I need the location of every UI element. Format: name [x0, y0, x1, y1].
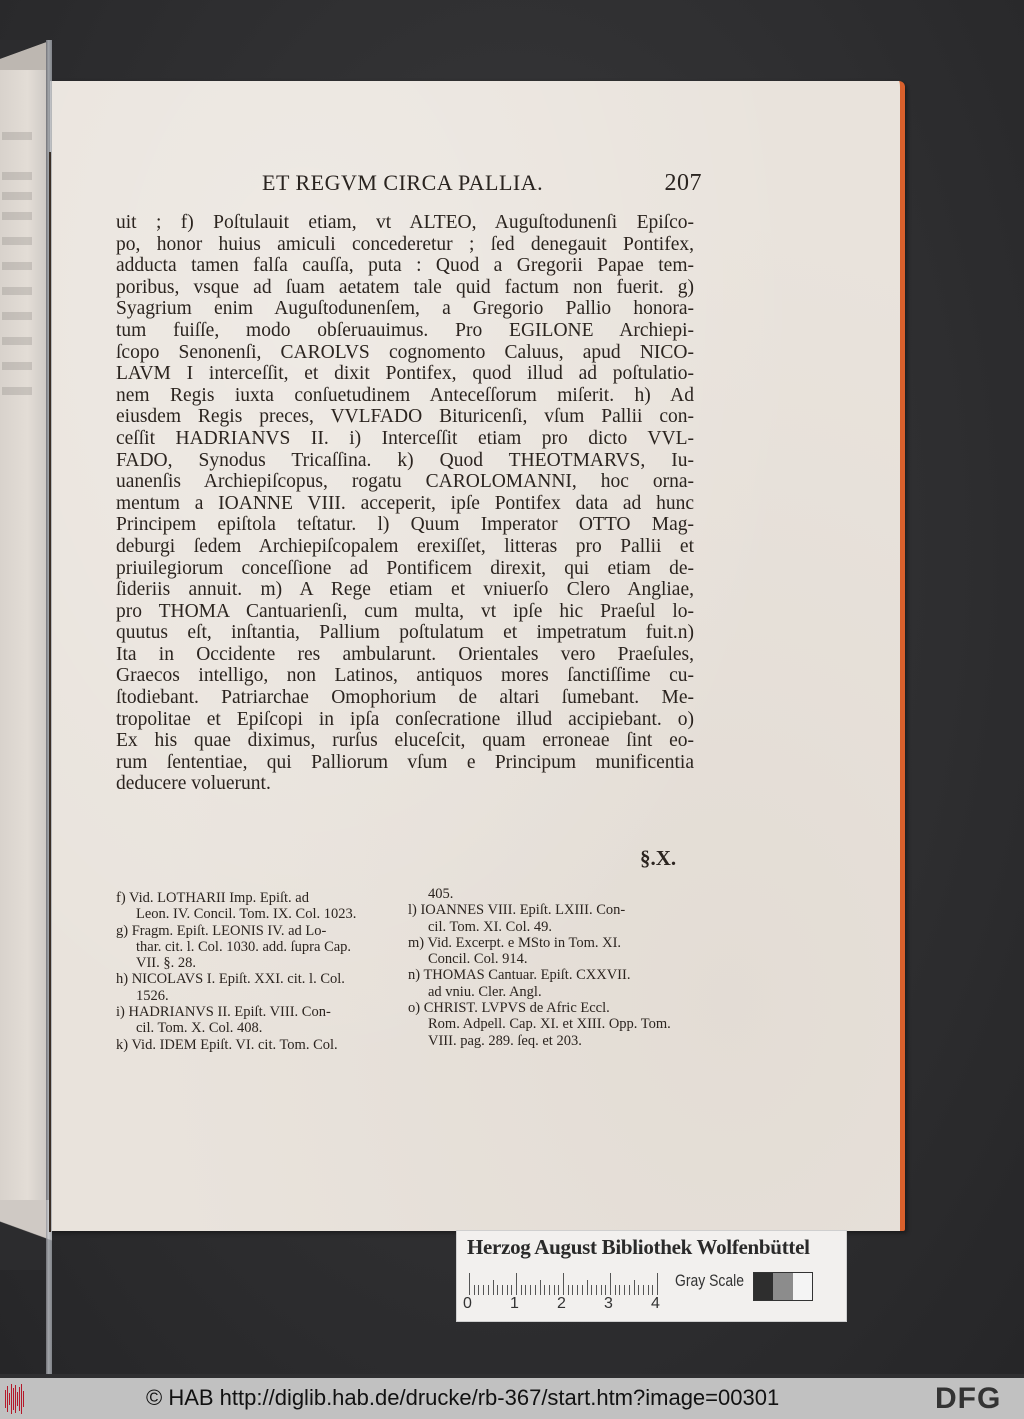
ruler-tick [605, 1285, 606, 1295]
footnote-line: g) Fragm. Epiſt. LEONIS IV. ad Lo- [116, 922, 327, 939]
body-line: nem Regis iuxta conſuetudinem Anteceſſorum miſerit. h) Ad [116, 384, 694, 406]
ruler-tick [478, 1285, 479, 1295]
body-line: po, honor huius amiculi concederetur ; ſed denegauit Pontifex, [116, 233, 694, 255]
footnote-line: Concil. Col. 914. [428, 951, 528, 968]
ruler-tick [511, 1285, 512, 1295]
ruler-tick [497, 1285, 498, 1295]
body-line: ſtodiebant. Patriarchae Omophorium de altari ſumebant. Me- [116, 687, 694, 709]
bleed-through-text [2, 237, 32, 245]
ruler-tick [540, 1280, 541, 1295]
ruler-tick [657, 1273, 658, 1295]
body-line: LAVM I interceſſit, et dixit Pontifex, quod illud ad poſtulatio- [116, 363, 694, 385]
body-line: Graecos intelligo, non Latinos, antiquos mores ſanctiſſime cu- [116, 665, 694, 687]
body-line: Ex his quae diximus, rurſus eluceſcit, quam erroneae ſint eo- [116, 730, 694, 752]
body-line: Ita in Occidente res ambularunt. Orientales vero Praeſules, [116, 643, 694, 665]
ruler-tick [629, 1285, 630, 1295]
gray-swatch-cell [773, 1273, 792, 1300]
ruler-tick [587, 1280, 588, 1295]
footnote-line: ad vniu. Cler. Angl. [428, 983, 542, 1000]
bleed-through-text [2, 387, 32, 395]
ruler-tick [507, 1285, 508, 1295]
footnote-line: cil. Tom. XI. Col. 49. [428, 918, 552, 935]
body-line: deburgi ſedem Archiepiſcopalem erexiſſet, litteras pro Pallii et [116, 535, 694, 557]
body-line: ſideriis annuit. m) A Rege etiam et vniuerſo Clero Angliae, [116, 579, 694, 601]
gray-swatch-cell [793, 1273, 812, 1300]
body-text [116, 212, 694, 795]
ruler-number: 4 [651, 1295, 660, 1312]
ruler-tick [648, 1285, 649, 1295]
ruler-number: 3 [604, 1295, 613, 1312]
footnote-line: 405. [428, 886, 454, 902]
footnotes-left-column [116, 890, 396, 1053]
bleed-through-text [2, 192, 32, 200]
page-corner-shadow [0, 1200, 52, 1270]
ruler-tick [615, 1285, 616, 1295]
ruler-tick [521, 1285, 522, 1295]
ruler-tick [502, 1285, 503, 1295]
ruler-tick [572, 1285, 573, 1295]
footnote-line: thar. cit. l. Col. 1030. add. ſupra Cap. [136, 938, 352, 955]
ruler-tick [652, 1285, 653, 1295]
ruler-tick [643, 1285, 644, 1295]
footnote-line: l) IOANNES VIII. Epiſt. LXIII. Con- [408, 902, 626, 919]
ruler-number: 1 [510, 1295, 519, 1312]
body-line: uanenſis Archiepiſcopus, rogatu CAROLOMANNI, hoc orna- [116, 471, 694, 493]
body-line: pro THOMA Cantuarienſi, cum multa, vt ipſe hic Praeſul lo- [116, 600, 694, 622]
body-line: adducta tamen falſa cauſſa, puta : Quod a Gregorii Papae tem- [116, 255, 694, 277]
ruler-tick [483, 1285, 484, 1295]
body-line: tropolitae et Epiſcopi in ipſa conſecratione illud accipiebant. o) [116, 708, 694, 730]
body-line: quutus eſt, inſtantia, Pallium poſtulatum et impetratum fuit.n) [116, 622, 694, 644]
gray-swatch-cell [754, 1273, 773, 1300]
ruler-tick [558, 1285, 559, 1295]
page-corner-shadow [0, 40, 46, 70]
ruler-tick [596, 1285, 597, 1295]
footnote-line: VII. §. 28. [136, 955, 197, 972]
body-line: rum ſententiae, qui Palliorum vſum e Principum munificentia [116, 751, 694, 773]
ruler-tick [563, 1273, 564, 1295]
body-line: tum fuiſſe, modo obſeruauimus. Pro EGILONE Archiepi- [116, 319, 694, 341]
ruler-tick [469, 1273, 470, 1295]
ruler-tick [601, 1285, 602, 1295]
ruler-tick [549, 1285, 550, 1295]
dfg-logo: DFG [935, 1382, 1002, 1415]
body-line: mentum a IOANNE VIII. acceperit, ipſe Pontifex data ad hunc [116, 492, 694, 514]
footnote-line: n) THOMAS Cantuar. Epiſt. CXXVII. [408, 967, 631, 984]
bleed-through-text [2, 312, 32, 320]
ruler-tick [610, 1273, 611, 1295]
section-mark: §.X. [640, 846, 677, 870]
bleed-through-text [2, 172, 32, 180]
gray-scale-label: Gray Scale [675, 1271, 744, 1290]
footnote-line: i) HADRIANVS II. Epiſt. VIII. Con- [116, 1004, 331, 1021]
footnote-line: m) Vid. Excerpt. e MSto in Tom. XI. [408, 934, 622, 951]
ruler-tick [474, 1285, 475, 1295]
ruler-tick [525, 1285, 526, 1295]
body-line: poribus, vsque ad ſuam aetatem tale quid factum non fuerit. g) [116, 276, 694, 298]
ruler-tick [619, 1285, 620, 1295]
footnotes-right-column [408, 886, 693, 1049]
library-name: Herzog August Bibliothek Wolfenbüttel [467, 1235, 810, 1259]
bleed-through-text [2, 337, 32, 345]
ruler-tick [535, 1285, 536, 1295]
footnote-line: o) CHRIST. LVPVS de Afric Eccl. [408, 1000, 610, 1017]
ruler-tick [634, 1280, 635, 1295]
bleed-through-text [2, 132, 32, 140]
adjacent-page-edge [0, 62, 46, 1242]
footnote-line: Leon. IV. Concil. Tom. IX. Col. 1023. [136, 906, 357, 923]
running-head-title: ET REGVM CIRCA PALLIA. [262, 170, 544, 195]
ruler-tick [568, 1285, 569, 1295]
ruler-tick [591, 1285, 592, 1295]
body-line: priuilegiorum conceſſione ad Pontificem direxit, qui etiam de- [116, 557, 694, 579]
footnote-line: 1526. [136, 987, 169, 1004]
ruler-tick [544, 1285, 545, 1295]
ruler-tick [554, 1285, 555, 1295]
footnote-line: VIII. pag. 289. ſeq. et 203. [428, 1032, 582, 1049]
ruler-tick [624, 1285, 625, 1295]
footnote-line: f) Vid. LOTHARII Imp. Epiſt. ad [116, 890, 309, 906]
copyright-url[interactable]: © HAB http://diglib.hab.de/drucke/rb-367/start.htm?image=00301 [146, 1385, 780, 1410]
bleed-through-text [2, 262, 32, 270]
ruler-tick [577, 1285, 578, 1295]
bleed-through-text [2, 362, 32, 370]
ruler-tick [488, 1285, 489, 1295]
running-head [262, 170, 702, 200]
body-line: eiusdem Regis preces, VVLFADO Bituricenſi, vſum Pallii con- [116, 406, 694, 428]
footnote-line: cil. Tom. X. Col. 408. [136, 1020, 263, 1037]
body-line: Principem epiſtola teſtatur. l) Quum Imperator OTTO Mag- [116, 514, 694, 536]
ruler-tick [493, 1280, 494, 1295]
body-line: uit ; f) Poſtulauit etiam, vt ALTEO, Auguſtodunenſi Epiſco- [116, 212, 694, 233]
footer-bar [0, 1378, 1024, 1419]
ruler-number: 0 [463, 1295, 472, 1312]
body-line: Syagrium enim Auguſtodunenſem, a Gregorio Pallio honora- [116, 298, 694, 320]
ruler-tick [638, 1285, 639, 1295]
gray-scale-swatch [753, 1272, 813, 1301]
ruler-numbers [463, 1295, 693, 1315]
ruler-tick [516, 1273, 517, 1295]
body-line: FADO, Synodus Tricaſſina. k) Quod THEOTMARVS, Iu- [116, 449, 694, 471]
body-line: ceſſit HADRIANVS II. i) Interceſſit etiam pro dicto VVL- [116, 427, 694, 449]
ruler-tick [530, 1285, 531, 1295]
library-color-calibration-label [456, 1230, 847, 1322]
body-line: deducere voluerunt. [116, 773, 271, 795]
hab-barcode-logo-icon [5, 1384, 25, 1414]
ruler-tick [582, 1285, 583, 1295]
ruler-number: 2 [557, 1295, 566, 1312]
page-gutter [49, 152, 51, 1232]
page-number: 207 [664, 170, 702, 196]
footnote-line: Rom. Adpell. Cap. XI. et XIII. Opp. Tom. [428, 1016, 671, 1033]
body-line: ſcopo Senonenſi, CAROLVS cognomento Caluus, apud NICO- [116, 341, 694, 363]
footnote-line: h) NICOLAVS I. Epiſt. XXI. cit. l. Col. [116, 971, 345, 988]
footnote-line: k) Vid. IDEM Epiſt. VI. cit. Tom. Col. [116, 1036, 338, 1053]
ruler-scale [469, 1271, 669, 1295]
bleed-through-text [2, 212, 32, 220]
bleed-through-text [2, 287, 32, 295]
